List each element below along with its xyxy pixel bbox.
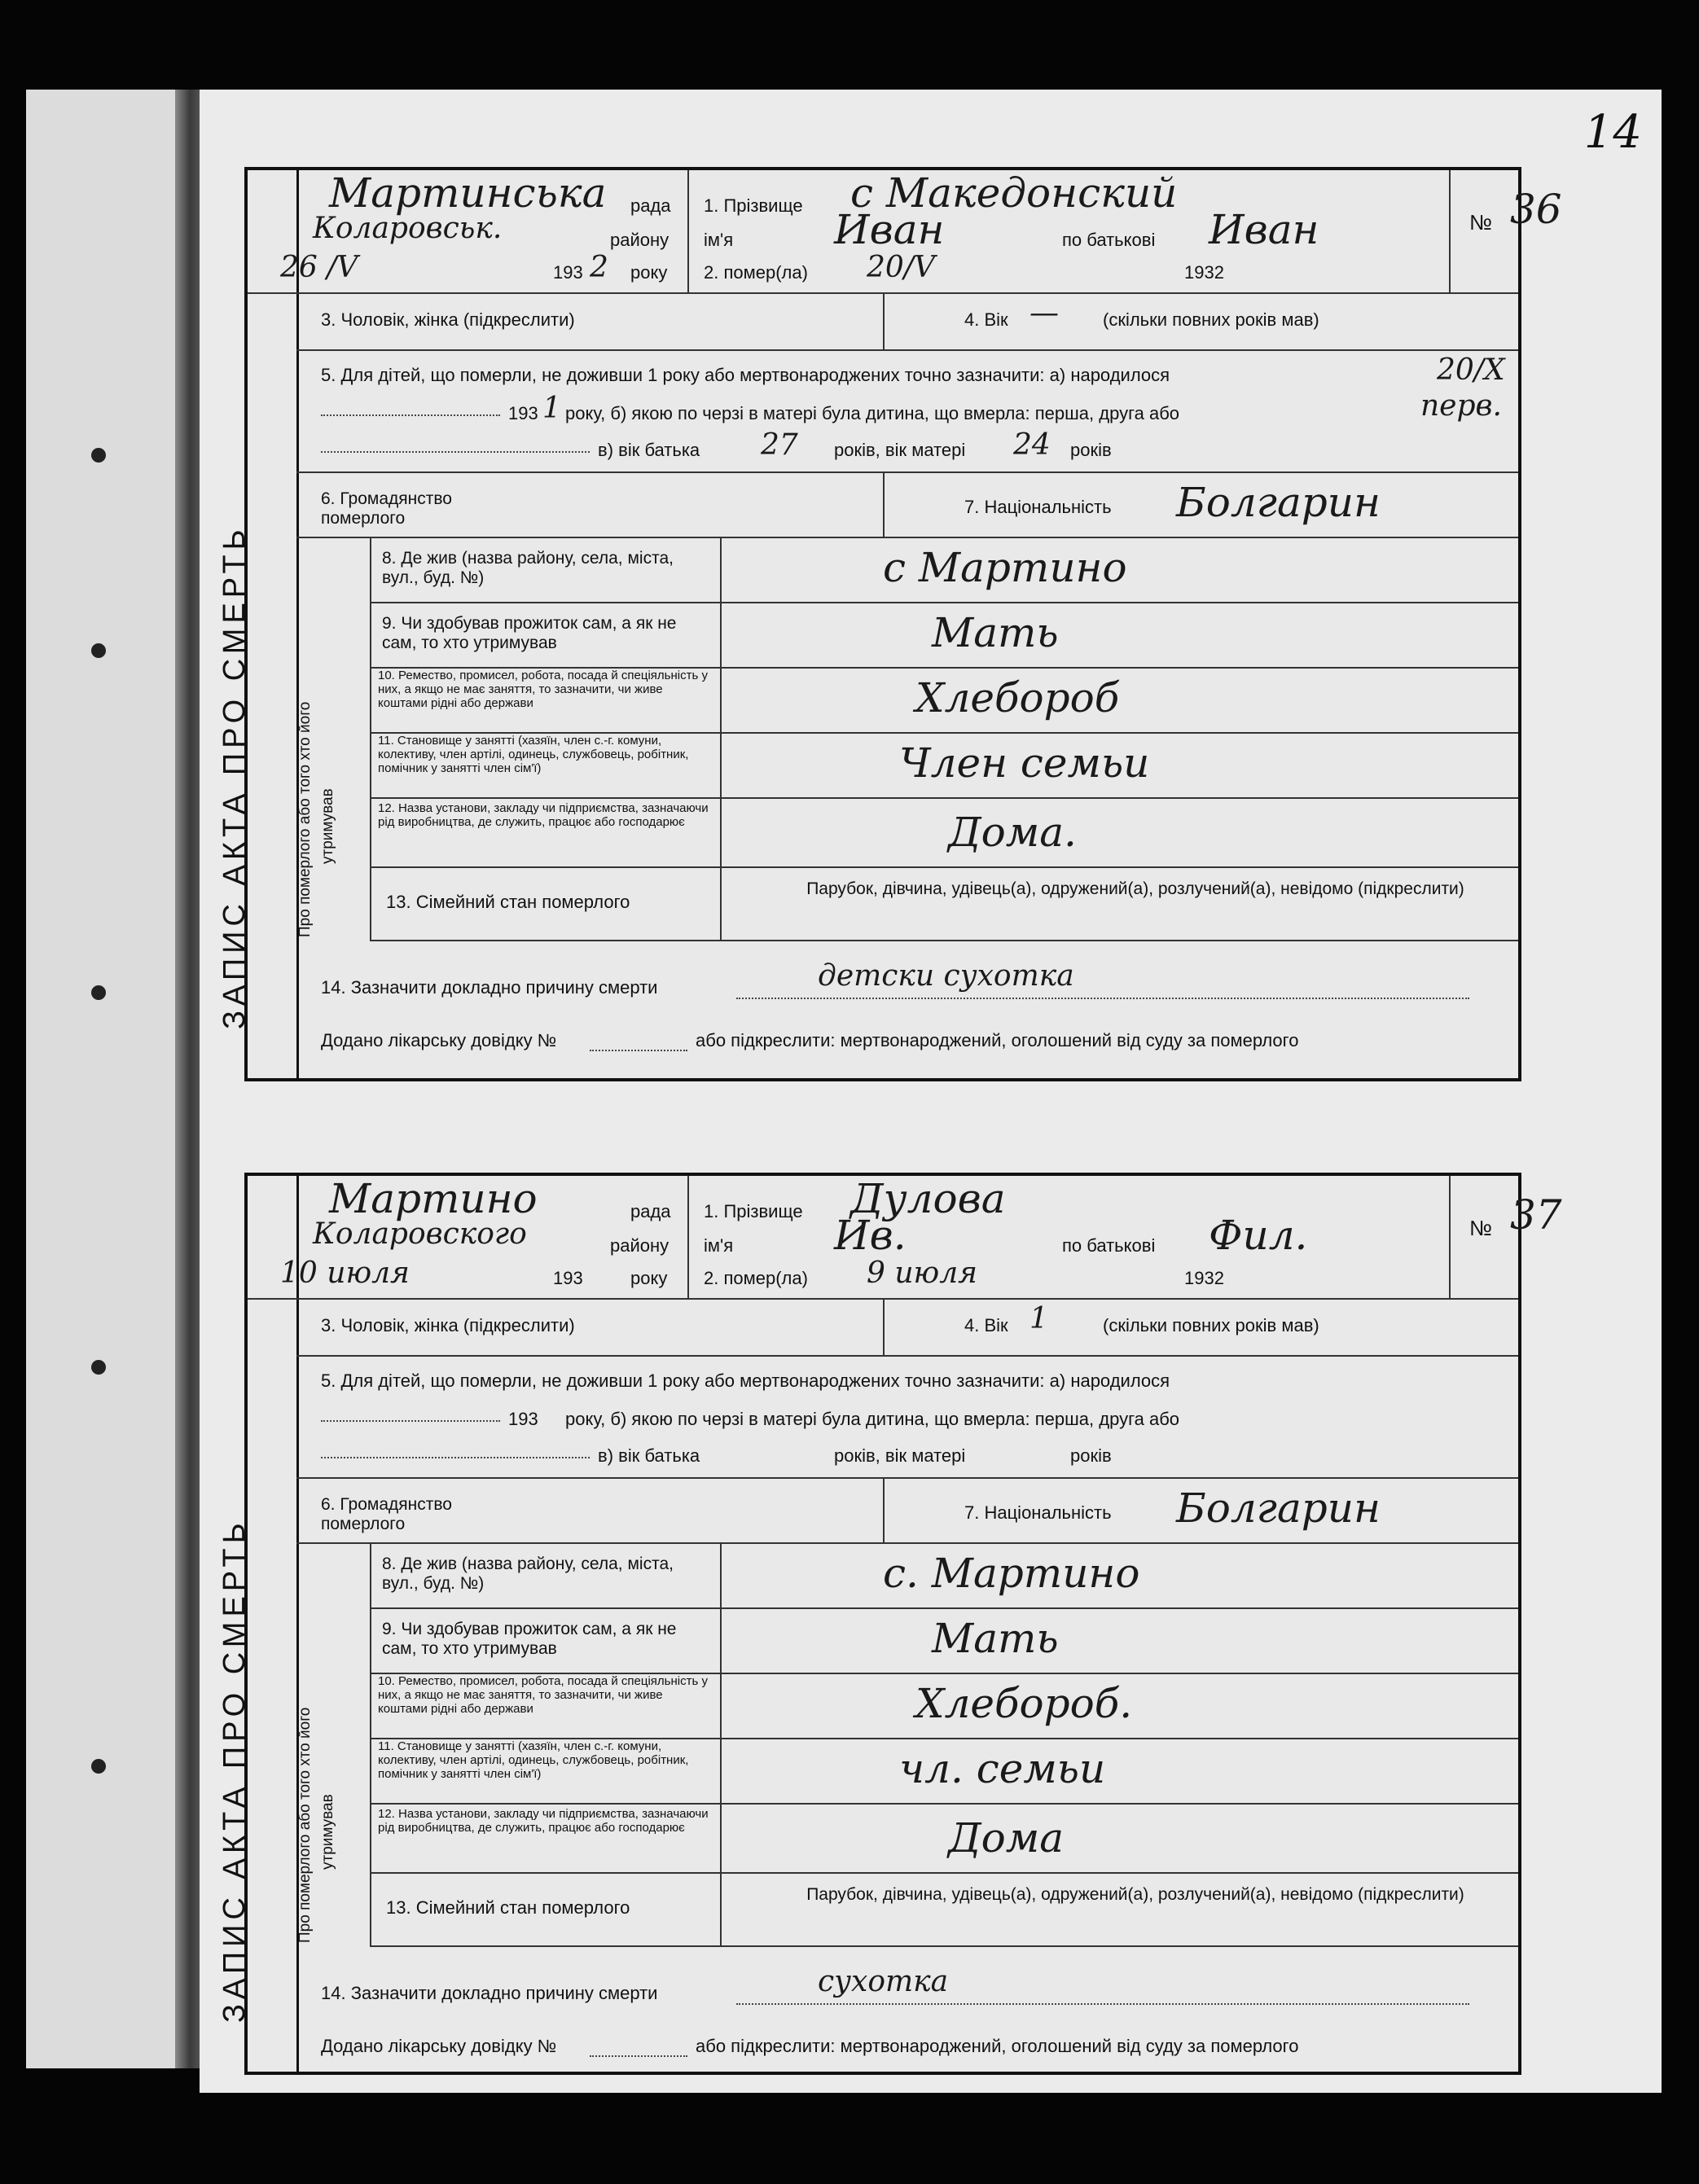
died-label: 2. помер(ла): [704, 1268, 808, 1288]
death-record-2: [217, 1173, 1562, 2075]
punch-hole: [91, 985, 106, 1000]
age-value: —: [1029, 296, 1059, 330]
position-value: чл. семьи: [899, 1745, 1106, 1792]
marital-label: 13. Сімейний стан померлого: [386, 1897, 630, 1918]
child-line2: року, б) якою по черзі в матері була дитина, що вмерла: перша, друга або: [565, 1409, 1180, 1429]
support-label: 9. Чи здобував прожиток сам, а як не сам, то хто утримував: [382, 614, 677, 652]
footer-label: Додано лікарську довідку №: [321, 2036, 557, 2056]
mother-age-label: років, вік матері: [834, 440, 966, 460]
year-label: року: [630, 1268, 668, 1288]
sex-label: 3. Чоловік, жінка (підкреслити): [321, 309, 575, 330]
cause-label: 14. Зазначити докладно причину смерти: [321, 977, 658, 998]
name-value: Ив.: [834, 1212, 907, 1259]
age-label: 4. Вік: [964, 1315, 1008, 1335]
year-label: року: [630, 262, 668, 283]
sex-label: 3. Чоловік, жінка (підкреслити): [321, 1315, 575, 1335]
page-number: 14: [1583, 106, 1642, 159]
mother-age-unit: років: [1070, 440, 1112, 460]
died-year: 1932: [1184, 262, 1224, 283]
nationality-label: 7. Національність: [964, 1502, 1112, 1523]
side-column: [217, 170, 299, 1078]
name-label: ім'я: [704, 1235, 734, 1256]
rayon-label: району: [610, 1235, 670, 1256]
child-year-prefix: 193: [508, 403, 538, 423]
age-label: 4. Вік: [964, 309, 1008, 330]
rada-label: рада: [630, 1201, 671, 1221]
workplace-value: Дома: [948, 1814, 1065, 1862]
side-title: ЗАПИС АКТА ПРО СМЕРТЬ: [217, 1518, 252, 2023]
year-prefix: 193: [553, 262, 583, 283]
residence-label: 8. Де жив (назва району, села, міста, вул., буд. №): [382, 549, 674, 587]
child-line2: року, б) якою по черзі в матері була дитина, що вмерла: перша, друга або: [565, 403, 1180, 423]
side-sub-2: утримував: [319, 788, 336, 864]
position-label: 11. Становище у занятті (хазяїн, член с.-г. комуни, колективу, член артілі, одинець, службовець, робітник, помічник у занятті член сім'ї): [378, 734, 689, 775]
footer-label: Додано лікарську довідку №: [321, 1030, 557, 1050]
number-label: №: [1469, 210, 1492, 235]
nationality-label: 7. Національність: [964, 497, 1112, 517]
cause-value: сухотка: [818, 1965, 949, 1998]
citizenship-label: 6. Громадянство померлого: [321, 1495, 452, 1533]
died-value: 9 июля: [867, 1256, 977, 1290]
year-digit: 2: [590, 251, 608, 284]
residence-value: с Мартино: [883, 544, 1127, 591]
marital-label: 13. Сімейний стан померлого: [386, 892, 630, 912]
punch-hole: [91, 448, 106, 463]
rada-value: Мартино: [329, 1175, 538, 1222]
rada-label: рада: [630, 195, 671, 216]
workplace-label: 12. Назва установи, закладу чи підприємства, зазначаючи рід виробництва, де служить, працює або господарює: [378, 801, 709, 829]
died-year: 1932: [1184, 1268, 1224, 1288]
occupation-value: Хлебороб.: [915, 1680, 1133, 1727]
mother-age-unit: років: [1070, 1445, 1112, 1466]
patronymic-value: Фил.: [1209, 1212, 1308, 1259]
occupation-label: 10. Ремество, промисел, робота, посада й спеціяльність у них, а якщо не має заняття, то зазначити, чи живе коштами рідні або держави: [378, 1674, 708, 1716]
nationality-value: Болгарин: [1176, 1485, 1381, 1532]
surname-label: 1. Прізвище: [704, 1201, 803, 1221]
surname-value: Дулова: [850, 1175, 1006, 1222]
rayon-value: Коларовськ.: [313, 212, 503, 245]
position-value: Член семьи: [899, 739, 1150, 787]
order-value: перв.: [1420, 389, 1502, 423]
date-value: 10 июля: [280, 1256, 410, 1290]
marital-options: Парубок, дівчина, удівець(а), одружений(а), розлучений(а), невідомо (підкреслити): [806, 1885, 1464, 1904]
nationality-value: Болгарин: [1176, 479, 1381, 526]
citizenship-label: 6. Громадянство померлого: [321, 489, 452, 528]
footer-note: або підкреслити: мертвонароджений, оголошений від суду за померлого: [696, 2036, 1299, 2056]
marital-options: Парубок, дівчина, удівець(а), одружений(а), розлучений(а), невідомо (підкреслити): [806, 879, 1464, 898]
rayon-value: Коларовского: [313, 1217, 527, 1251]
workplace-label: 12. Назва установи, закладу чи підприємства, зазначаючи рід виробництва, де служить, працює або господарює: [378, 1807, 709, 1835]
patronymic-value: Иван: [1209, 206, 1319, 253]
position-label: 11. Становище у занятті (хазяїн, член с.-г. комуни, колективу, член артілі, одинець, службовець, робітник, помічник у занятті член сім'ї): [378, 1739, 689, 1781]
side-sub-2: утримував: [319, 1794, 336, 1870]
father-age-value: 27: [761, 428, 798, 462]
name-label: ім'я: [704, 230, 734, 250]
side-title: ЗАПИС АКТА ПРО СМЕРТЬ: [217, 524, 252, 1029]
footer-note: або підкреслити: мертвонароджений, оголошений від суду за померлого: [696, 1030, 1299, 1050]
patronymic-label: по батькові: [1062, 1235, 1156, 1256]
record-number: 36: [1510, 186, 1562, 233]
residence-label: 8. Де жив (назва району, села, міста, вул., буд. №): [382, 1555, 674, 1593]
rayon-label: району: [610, 230, 670, 250]
year-prefix: 193: [553, 1268, 583, 1288]
support-value: Мать: [932, 1615, 1059, 1662]
patronymic-label: по батькові: [1062, 230, 1156, 250]
death-record-1: [217, 167, 1562, 1081]
punch-hole: [91, 643, 106, 658]
age-note: (скільки повних років мав): [1103, 309, 1319, 330]
cause-value: детски сухотка: [818, 959, 1074, 993]
age-note: (скільки повних років мав): [1103, 1315, 1319, 1335]
age-value: 1: [1029, 1302, 1048, 1335]
record-number: 37: [1510, 1191, 1562, 1239]
binding-strip: [26, 90, 195, 2068]
occupation-value: Хлебороб: [915, 674, 1120, 721]
support-column: [296, 537, 371, 940]
date-value: 26 /V: [280, 251, 358, 284]
surname-label: 1. Прізвище: [704, 195, 803, 216]
side-sub-1: Про померлого або того хто його: [296, 701, 314, 937]
father-age-label: в) вік батька: [598, 440, 700, 460]
child-line1: 5. Для дітей, що померли, не доживши 1 року або мертвонароджених точно зазначити: а) народилося: [321, 365, 1170, 385]
side-sub-1: Про померлого або того хто його: [296, 1707, 314, 1943]
punch-hole: [91, 1759, 106, 1774]
child-year-prefix: 193: [508, 1409, 538, 1429]
support-column: [296, 1542, 371, 1945]
mother-age-label: років, вік матері: [834, 1445, 966, 1466]
workplace-value: Дома.: [948, 809, 1077, 856]
occupation-label: 10. Ремество, промисел, робота, посада й спеціяльність у них, а якщо не має заняття, то зазначити, чи живе коштами рідні або держави: [378, 669, 708, 710]
name-value: Иван: [834, 206, 945, 253]
residence-value: с. Мартино: [883, 1550, 1140, 1597]
surname-value: с Македонский: [850, 169, 1178, 217]
side-column: [217, 1176, 299, 2072]
punch-hole: [91, 1360, 106, 1375]
number-label: №: [1469, 1216, 1492, 1240]
cause-label: 14. Зазначити докладно причину смерти: [321, 1983, 658, 2003]
father-age-label: в) вік батька: [598, 1445, 700, 1466]
mother-age-value: 24: [1013, 428, 1051, 462]
support-value: Мать: [932, 609, 1059, 656]
support-label: 9. Чи здобував прожиток сам, а як не сам, то хто утримував: [382, 1620, 677, 1658]
died-label: 2. помер(ла): [704, 262, 808, 283]
child-line1: 5. Для дітей, що померли, не доживши 1 року або мертвонароджених точно зазначити: а) народилося: [321, 1370, 1170, 1391]
died-value: 20/V: [867, 251, 935, 284]
born-year-digit: 1: [542, 392, 561, 425]
rada-value: Мартинська: [329, 169, 607, 217]
born-value: 20/X: [1437, 353, 1505, 387]
